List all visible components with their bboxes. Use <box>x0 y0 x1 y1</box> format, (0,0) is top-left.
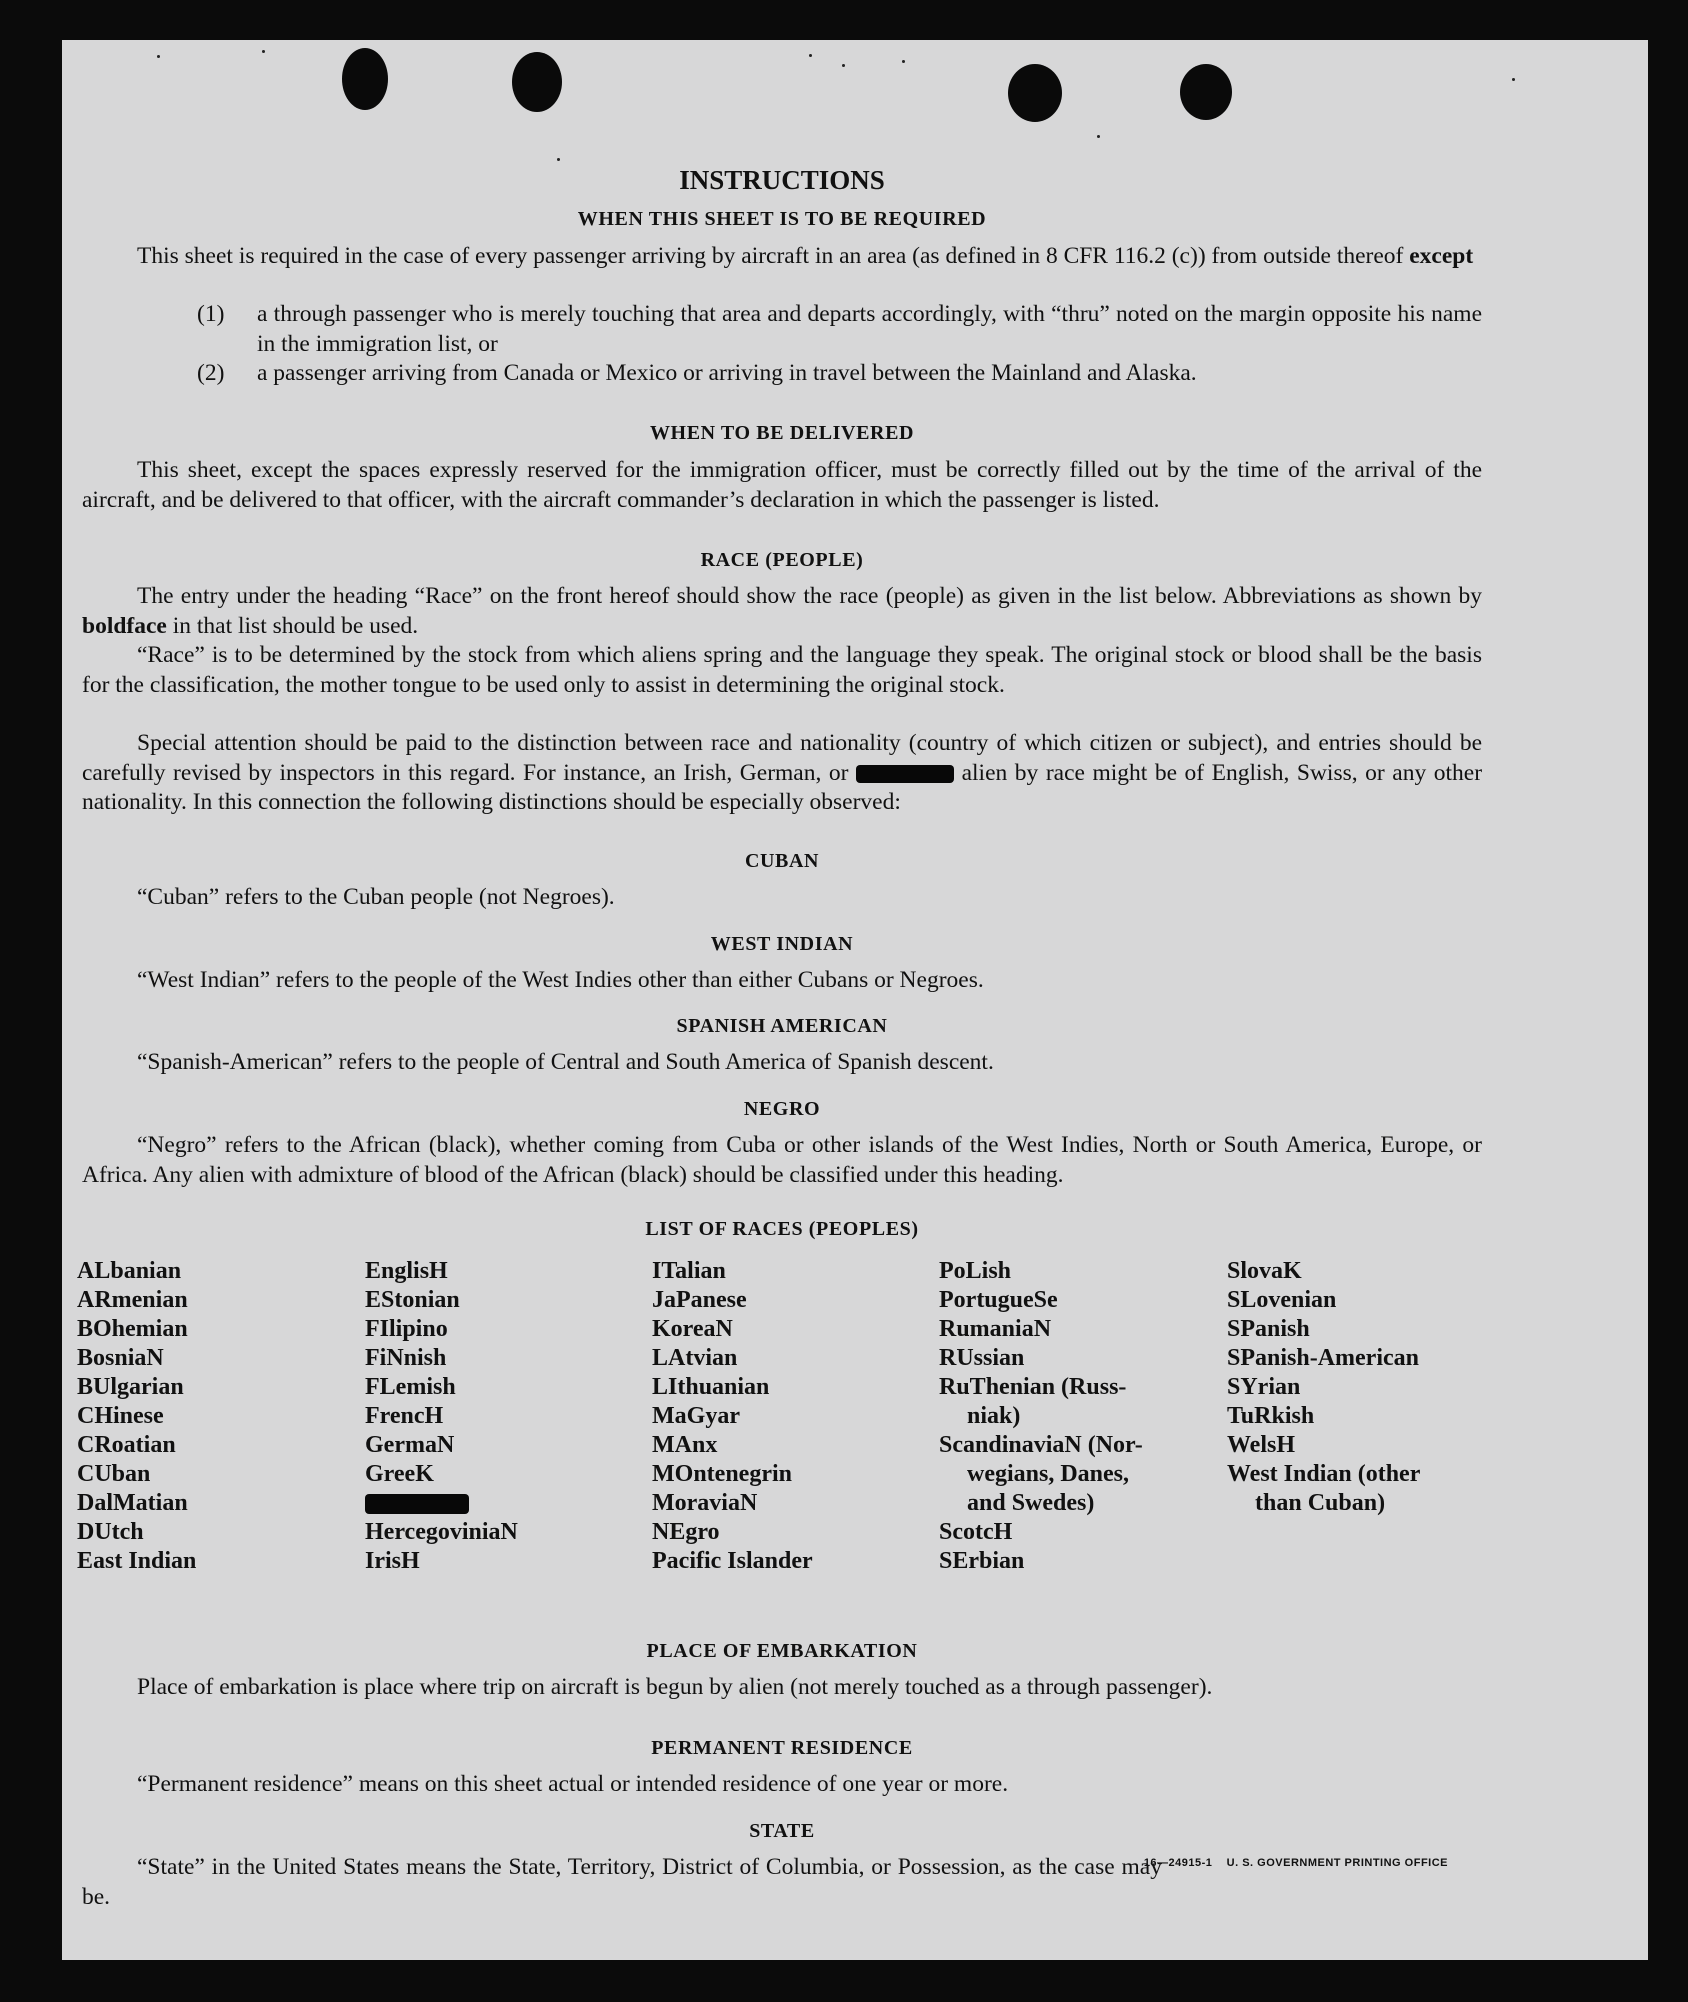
page-title: INSTRUCTIONS <box>679 165 885 195</box>
redaction-mark <box>856 765 954 783</box>
race-item: ITalian <box>652 1258 726 1284</box>
punch-hole <box>1180 64 1232 120</box>
section-text: “Permanent residence” means on this sheet actual or intended residence of one year or more. <box>137 1771 1009 1797</box>
race-list-column-4 <box>939 1257 1219 1576</box>
race-item: and Swedes) <box>967 1490 1095 1516</box>
race-item: niak) <box>967 1403 1021 1429</box>
section-heading: PERMANENT RESIDENCE <box>651 1737 913 1759</box>
section-text: “Spanish-American” refers to the people of Central and South America of Spanish descent. <box>137 1049 994 1075</box>
race-list-column-1 <box>77 1257 357 1576</box>
redaction-mark <box>365 1494 469 1514</box>
race-item: DUtch <box>77 1519 144 1545</box>
race-item: West Indian (other <box>1227 1461 1421 1487</box>
race-item: HercegoviniaN <box>365 1519 518 1545</box>
section-heading: WHEN THIS SHEET IS TO BE REQUIRED <box>577 208 987 230</box>
section-text: Special attention should be paid to the distinction between race and nationality (country of which citizen or subject), and entries should be carefully revised by inspectors in this regard. For instance, an Irish, German, or alien by race might be of English, Swiss, or any other nationality. In this connection the following distinctions should be especially observed: <box>82 730 1483 815</box>
list-item: (1) a through passenger who is merely touching that area and departs accordingly, with “thru” noted on the margin opposite his name in the immigration list, or <box>197 301 1482 357</box>
punch-hole <box>1008 64 1062 122</box>
race-item: CUban <box>77 1461 151 1487</box>
section-heading: LIST OF RACES (PEOPLES) <box>645 1218 919 1240</box>
race-item: ALbanian <box>77 1258 182 1284</box>
race-item: MAnx <box>652 1432 718 1458</box>
section-text: “Negro” refers to the African (black), whether coming from Cuba or other islands of the West Indies, North or South America, Europe, or Africa. Any alien with admixture of blood of the African (black) should be classified under this heading. <box>82 1132 1482 1188</box>
race-item: PortugueSe <box>939 1287 1058 1313</box>
race-item: FLemish <box>365 1374 456 1400</box>
section-text: “Race” is to be determined by the stock from which aliens spring and the language they speak. The original stock or blood shall be the basis for the classification, the mother tongue to be used only to assist in determining the original stock. <box>82 642 1482 698</box>
race-item: FIlipino <box>365 1316 448 1342</box>
race-item: RumaniaN <box>939 1316 1052 1342</box>
race-item: WelsH <box>1227 1432 1296 1458</box>
race-item: SPanish-American <box>1227 1345 1419 1371</box>
section-heading: STATE <box>749 1820 815 1842</box>
section-heading: NEGRO <box>743 1098 821 1120</box>
race-item: EnglisH <box>365 1258 448 1284</box>
race-list-column-3 <box>652 1257 932 1576</box>
race-item: RuThenian (Russ- <box>939 1374 1127 1400</box>
section-heading: RACE (PEOPLE) <box>700 549 864 571</box>
punch-hole <box>342 48 388 110</box>
race-item: SErbian <box>939 1548 1025 1574</box>
section-text: Place of embarkation is place where trip on aircraft is begun by alien (not merely touched as a through passenger). <box>137 1674 1213 1700</box>
race-item: ScotcH <box>939 1519 1013 1545</box>
race-list-column-2 <box>365 1257 645 1576</box>
race-item: LIthuanian <box>652 1374 770 1400</box>
race-item: NEgro <box>652 1519 720 1545</box>
race-item: ScandinaviaN (Nor- <box>939 1432 1143 1458</box>
race-item: CRoatian <box>77 1432 176 1458</box>
race-item: KoreaN <box>652 1316 733 1342</box>
race-item: PoLish <box>939 1258 1012 1284</box>
race-item: LAtvian <box>652 1345 738 1371</box>
race-item: MaGyar <box>652 1403 740 1429</box>
race-item: RUssian <box>939 1345 1025 1371</box>
race-item: wegians, Danes, <box>967 1461 1130 1487</box>
race-item: GermaN <box>365 1432 455 1458</box>
race-item: FiNnish <box>365 1345 447 1371</box>
race-item: GreeK <box>365 1461 434 1487</box>
race-item: TuRkish <box>1227 1403 1315 1429</box>
race-item: BOhemian <box>77 1316 188 1342</box>
list-item: (2) a passenger arriving from Canada or Mexico or arriving in travel between the Mainland and Alaska. <box>197 360 1197 386</box>
section-heading: WEST INDIAN <box>710 933 854 955</box>
race-item: SYrian <box>1227 1374 1301 1400</box>
section-heading: CUBAN <box>744 850 820 872</box>
punch-hole <box>512 52 562 112</box>
race-item: BosniaN <box>77 1345 164 1371</box>
race-item: JaPanese <box>652 1287 747 1313</box>
race-item: EStonian <box>365 1287 460 1313</box>
section-text: This sheet is required in the case of every passenger arriving by aircraft in an area (as defined in 8 CFR 116.2 (c)) from outside thereof except <box>137 243 1474 269</box>
race-item: IrisH <box>365 1548 420 1574</box>
race-list-column-5 <box>1227 1257 1507 1518</box>
race-item: Pacific Islander <box>652 1548 813 1574</box>
race-item: SlovaK <box>1227 1258 1302 1284</box>
race-item: ARmenian <box>77 1287 188 1313</box>
race-item: MoraviaN <box>652 1490 758 1516</box>
race-item: MOntenegrin <box>652 1461 792 1487</box>
form-number: 16—24915-1 U. S. GOVERNMENT PRINTING OFFICE <box>1143 1857 1448 1869</box>
section-text: This sheet, except the spaces expressly reserved for the immigration officer, must be correctly filled out by the time of the arrival of the aircraft, and be delivered to that officer, with the aircraft commander’s declaration in which the passenger is listed. <box>82 457 1482 513</box>
race-item: FrencH <box>365 1403 444 1429</box>
race-item: CHinese <box>77 1403 164 1429</box>
section-heading: PLACE OF EMBARKATION <box>646 1640 918 1662</box>
race-item: than Cuban) <box>1255 1490 1386 1516</box>
race-item: DalMatian <box>77 1490 188 1516</box>
race-item-redacted <box>365 1489 645 1518</box>
document-page <box>62 40 1648 1960</box>
race-item: SLovenian <box>1227 1287 1337 1313</box>
section-text: “West Indian” refers to the people of the West Indies other than either Cubans or Negroes. <box>137 967 984 993</box>
race-item: BUlgarian <box>77 1374 184 1400</box>
section-text: “Cuban” refers to the Cuban people (not Negroes). <box>137 884 615 910</box>
race-item: SPanish <box>1227 1316 1310 1342</box>
section-text: The entry under the heading “Race” on the front hereof should show the race (people) as given in the list below. Abbreviations as shown by boldface in that list should be used. <box>82 583 1482 639</box>
section-text: “State” in the United States means the State, Territory, District of Columbia, or Possession, as the case may be. <box>82 1854 1162 1910</box>
section-heading: WHEN TO BE DELIVERED <box>649 422 915 444</box>
race-item: East Indian <box>77 1548 197 1574</box>
section-heading: SPANISH AMERICAN <box>676 1015 888 1037</box>
